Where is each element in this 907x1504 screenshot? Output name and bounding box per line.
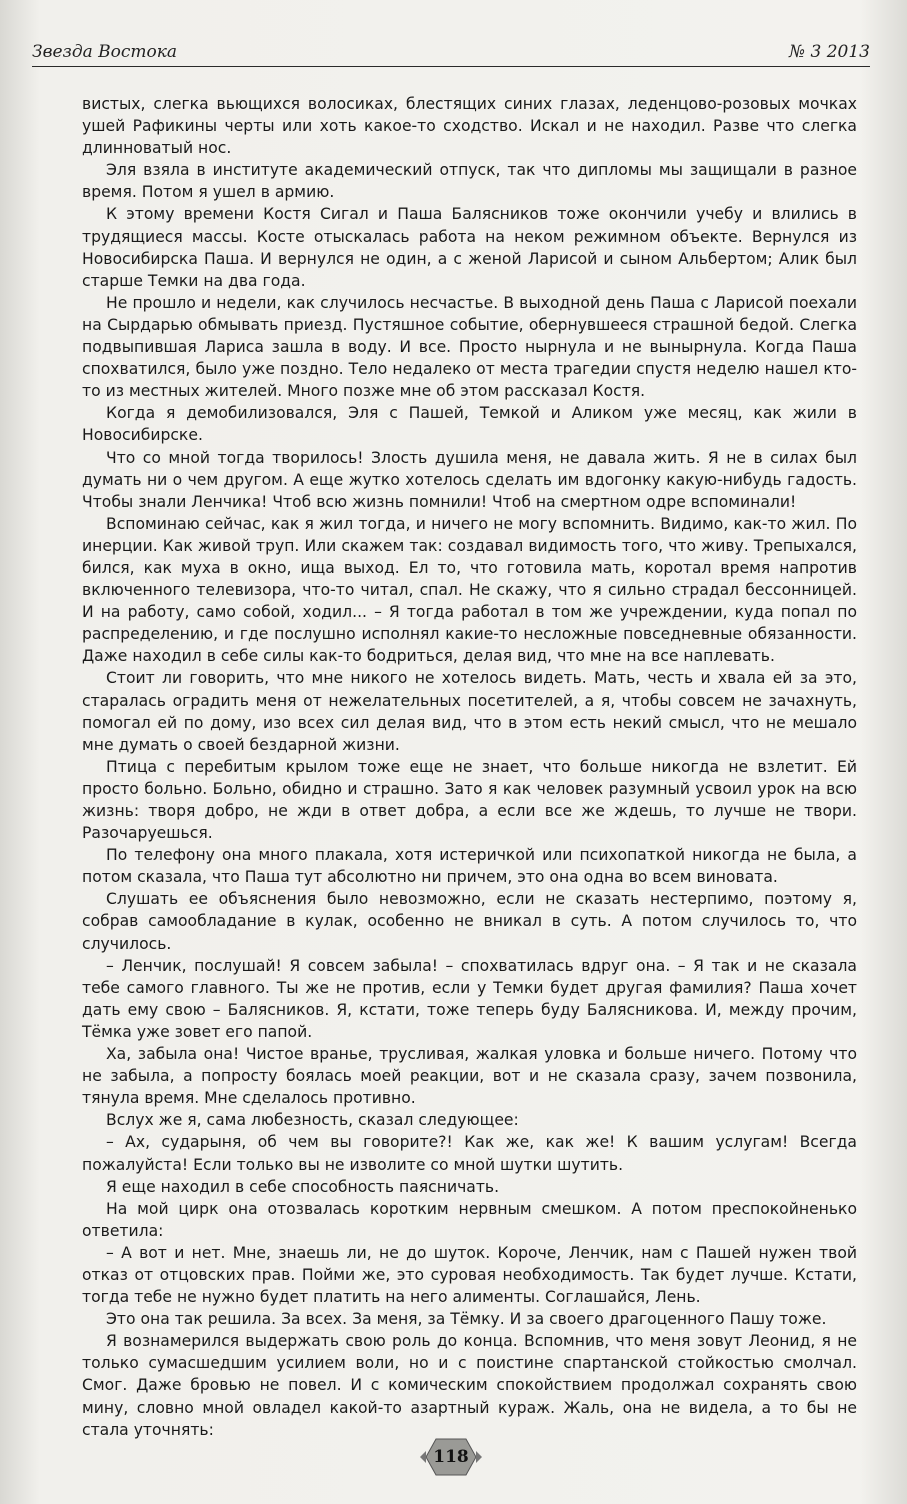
page-number-badge [420,1435,482,1479]
page-number: 118 [433,1447,469,1467]
paragraph: На мой цирк она отозвалась коротким нервным смешком. А потом преспокойненько ответила: [82,1199,857,1240]
issue-number: № 3 2013 [789,42,870,62]
paragraph: Что со мной тогда творилось! Злость душила меня, не давала жить. Я не в силах был думать ни о чем другом. А еще жутко хотелось сделать им вдогонку какую-нибудь гадость. Чтобы знали Ленчика! Чтоб всю жизнь помнили! Чтоб на смертном одре вспоминали! [82,448,857,511]
paragraph: Это она так решила. За всех. За меня, за Тёмку. И за своего драгоценного Пашу тоже. [106,1310,827,1329]
paragraph: Ха, забыла она! Чистое вранье, трусливая, жалкая уловка и больше ничего. Потому что не забыла, а попросту боялась моей реакции, вот и не сказала сразу, зачем позвонила, тянула время. Мне сделалось противно. [82,1045,857,1108]
paragraph: Стоит ли говорить, что мне никого не хотелось видеть. Мать, честь и хвала ей за это, старалась оградить меня от нежелательных посетителей, а я, чтобы совсем не зачахнуть, помогал ей по дому, изо всех сил делая вид, что в этом есть некий смысл, что не мешало мне думать о своей бездарной жизни. [82,669,857,754]
paragraph: Не прошло и недели, как случилось несчастье. В выходной день Паша с Ларисой поехали на Сырдарью обмывать приезд. Пустяшное событие, обернувшееся страшной бедой. Слегка подвыпившая Лариса зашла в воду. И все. Просто нырнула и не вынырнула. Когда Паша спохватился, было уже поздно. Тело недалеко от места трагедии спустя неделю нашел кто-то из местных жителей. Много позже мне об этом рассказал Костя. [82,293,857,401]
paragraph: Когда я демобилизовался, Эля с Пашей, Темкой и Аликом уже месяц, как жили в Новосибирске. [82,404,857,445]
paragraph: К этому времени Костя Сигал и Паша Балясников тоже окончили учебу и влились в трудящиеся массы. Косте отыскалась работа на неком режимном объекте. Вернулся из Новосибирска Паша. И вернулся не один, а с женой Ларисой и сыном Альбертом; Алик был старше Темки на два года. [82,205,857,290]
paragraph: – Ленчик, послушай! Я совсем забыла! – спохватилась вдруг она. – Я так и не сказала тебе самого главного. Ты же не против, если у Темки будет другая фамилия? Паша хочет дать ему свою – Балясников. Я, кстати, тоже теперь буду Балясникова. И, между прочим, Тёмка уже зовет его папой. [82,956,857,1041]
journal-title: Звезда Востока [32,42,178,62]
paragraph: – А вот и нет. Мне, знаешь ли, не до шуток. Короче, Ленчик, нам с Пашей нужен твой отказ от отцовских прав. Пойми же, это суровая необходимость. Так будет лучше. Кстати, тогда тебе не нужно будет платить на него алименты. Соглашайся, Лень. [82,1243,857,1307]
paragraph: По телефону она много плакала, хотя истеричкой или психопаткой никогда не была, а потом сказала, что Паша тут абсолютно ни причем, это она одна во всем виновата. [82,846,857,887]
paragraph: Эля взяла в институте академический отпуск, так что дипломы мы защищали в разное время. Потом я ушел в армию. [82,161,857,202]
paragraph: Вслух же я, сама любезность, сказал следующее: [106,1111,519,1130]
paragraph: вистых, слегка вьющихся волосиках, блестящих синих глазах, леденцово-розовых мочках ушей Рафикины черты или хоть какое-то сходство. Искал и не находил. Разве что слегка длинноватый нос. [82,95,857,158]
paragraph: Птица с перебитым крылом тоже еще не знает, что больше никогда не взлетит. Ей просто больно. Больно, обидно и страшно. Зато я как человек разумный усвоил урок на всю жизнь: творя добро, не жди в ответ добра, а если все же ждешь, то лучше не твори. Разочаруешься. [82,757,857,843]
running-header [32,40,870,67]
paragraph: Вспоминаю сейчас, как я жил тогда, и ничего не могу вспомнить. Видимо, как-то жил. По инерции. Как живой труп. Или скажем так: создавал видимость того, что живу. Трепыхался, бился, как муха в окно, ища выход. Ел то, что готовила мать, коротал время напротив включенного телевизора, что-то читал, спал. Не скажу, что я сильно страдал бессонницей. И на работу, само собой, ходил... – Я тогда работал в том же учреждении, куда попал по распределению, и где послушно исполнял какие-то несложные повседневные обязанности. Даже находил в себе силы как-то бодриться, делая вид, что мне на все наплевать. [82,514,857,666]
paragraph: Слушать ее объяснения было невозможно, если не сказать нестерпимо, поэтому я, собрав самообладание в кулак, особенно не вникал в суть. А потом случилось то, что случилось. [82,890,857,953]
paragraph: – Ах, сударыня, об чем вы говорите?! Как же, как же! К вашим услугам! Всегда пожалуйста! Если только вы не изволите со мной шутки шутить. [82,1133,857,1174]
paragraph: Я вознамерился выдержать свою роль до конца. Вспомнив, что меня зовут Леонид, я не только сумасшедшим усилием воли, но и с поистине спартанской стойкостью смолчал. Смог. Даже бровью не повел. И с комическим спокойствием продолжал сохранять свою мину, словно мной овладел какой-то азартный кураж. Жаль, она не видела, а то бы не стала уточнять: [82,1332,857,1439]
paragraph: Я еще находил в себе способность паясничать. [106,1177,500,1196]
article-body [82,93,857,1441]
